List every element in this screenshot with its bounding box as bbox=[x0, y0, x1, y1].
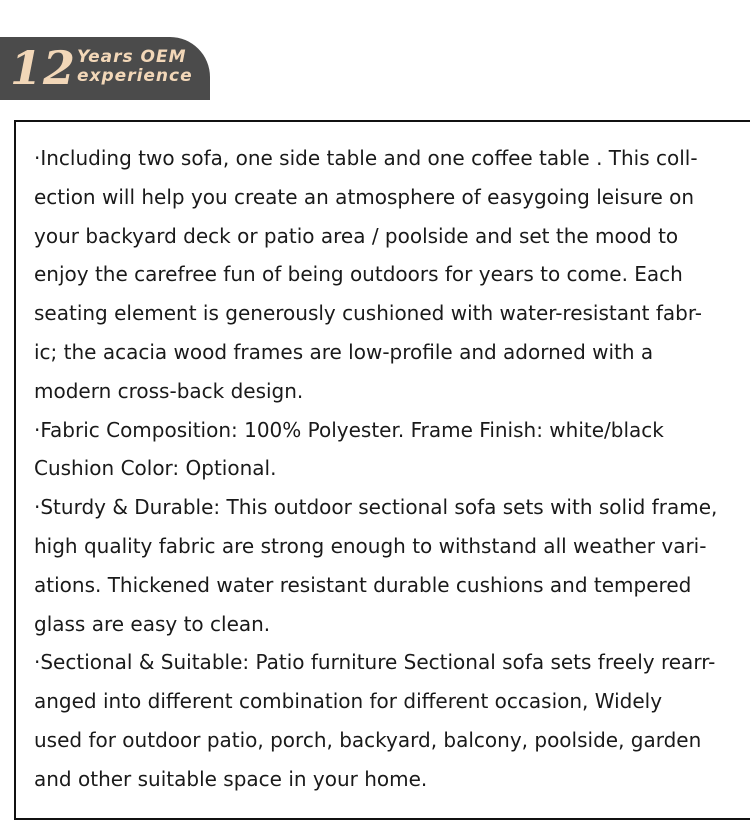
badge-caption bbox=[77, 48, 193, 86]
badge-caption-line-1: Years OEM bbox=[77, 47, 187, 67]
description-line: and other suitable space in your home. bbox=[34, 766, 428, 791]
description-line: used for outdoor patio, porch, backyard, balcony, poolside, garden bbox=[34, 727, 702, 752]
description-line: ic; the acacia wood frames are low-profile and adorned with a bbox=[34, 339, 654, 364]
badge-caption-line-2: experience bbox=[77, 66, 193, 86]
description-line: high quality fabric are strong enough to withstand all weather vari- bbox=[34, 533, 707, 558]
description-line: enjoy the carefree fun of being outdoors for years to come. Each bbox=[34, 262, 683, 287]
description-line: seating element is generously cushioned with water-resistant fabr- bbox=[34, 301, 703, 326]
badge-years-number: 12 bbox=[10, 41, 77, 95]
description-line: glass are easy to clean. bbox=[34, 611, 271, 636]
product-description-box bbox=[14, 120, 750, 820]
description-line: modern cross-back design. bbox=[34, 378, 304, 403]
description-line: ·Sectional & Suitable: Patio furniture Sectional sofa sets freely rearr- bbox=[34, 650, 716, 675]
product-description-text bbox=[34, 139, 739, 799]
description-line: Cushion Color: Optional. bbox=[34, 456, 277, 481]
description-line: ·Including two sofa, one side table and one coffee table . This coll- bbox=[34, 146, 698, 170]
description-line: ·Fabric Composition: 100% Polyester. Frame Finish: white/black bbox=[34, 417, 664, 442]
description-line: ·Sturdy & Durable: This outdoor sectional sofa sets with solid frame, bbox=[34, 495, 718, 520]
oem-experience-badge bbox=[0, 37, 210, 100]
description-line: anged into different combination for different occasion, Widely bbox=[34, 689, 663, 714]
description-line: ection will help you create an atmosphere of easygoing leisure on bbox=[34, 184, 695, 209]
description-line: ations. Thickened water resistant durable cushions and tempered bbox=[34, 572, 692, 597]
description-line: your backyard deck or patio area / poolside and set the mood to bbox=[34, 223, 679, 248]
